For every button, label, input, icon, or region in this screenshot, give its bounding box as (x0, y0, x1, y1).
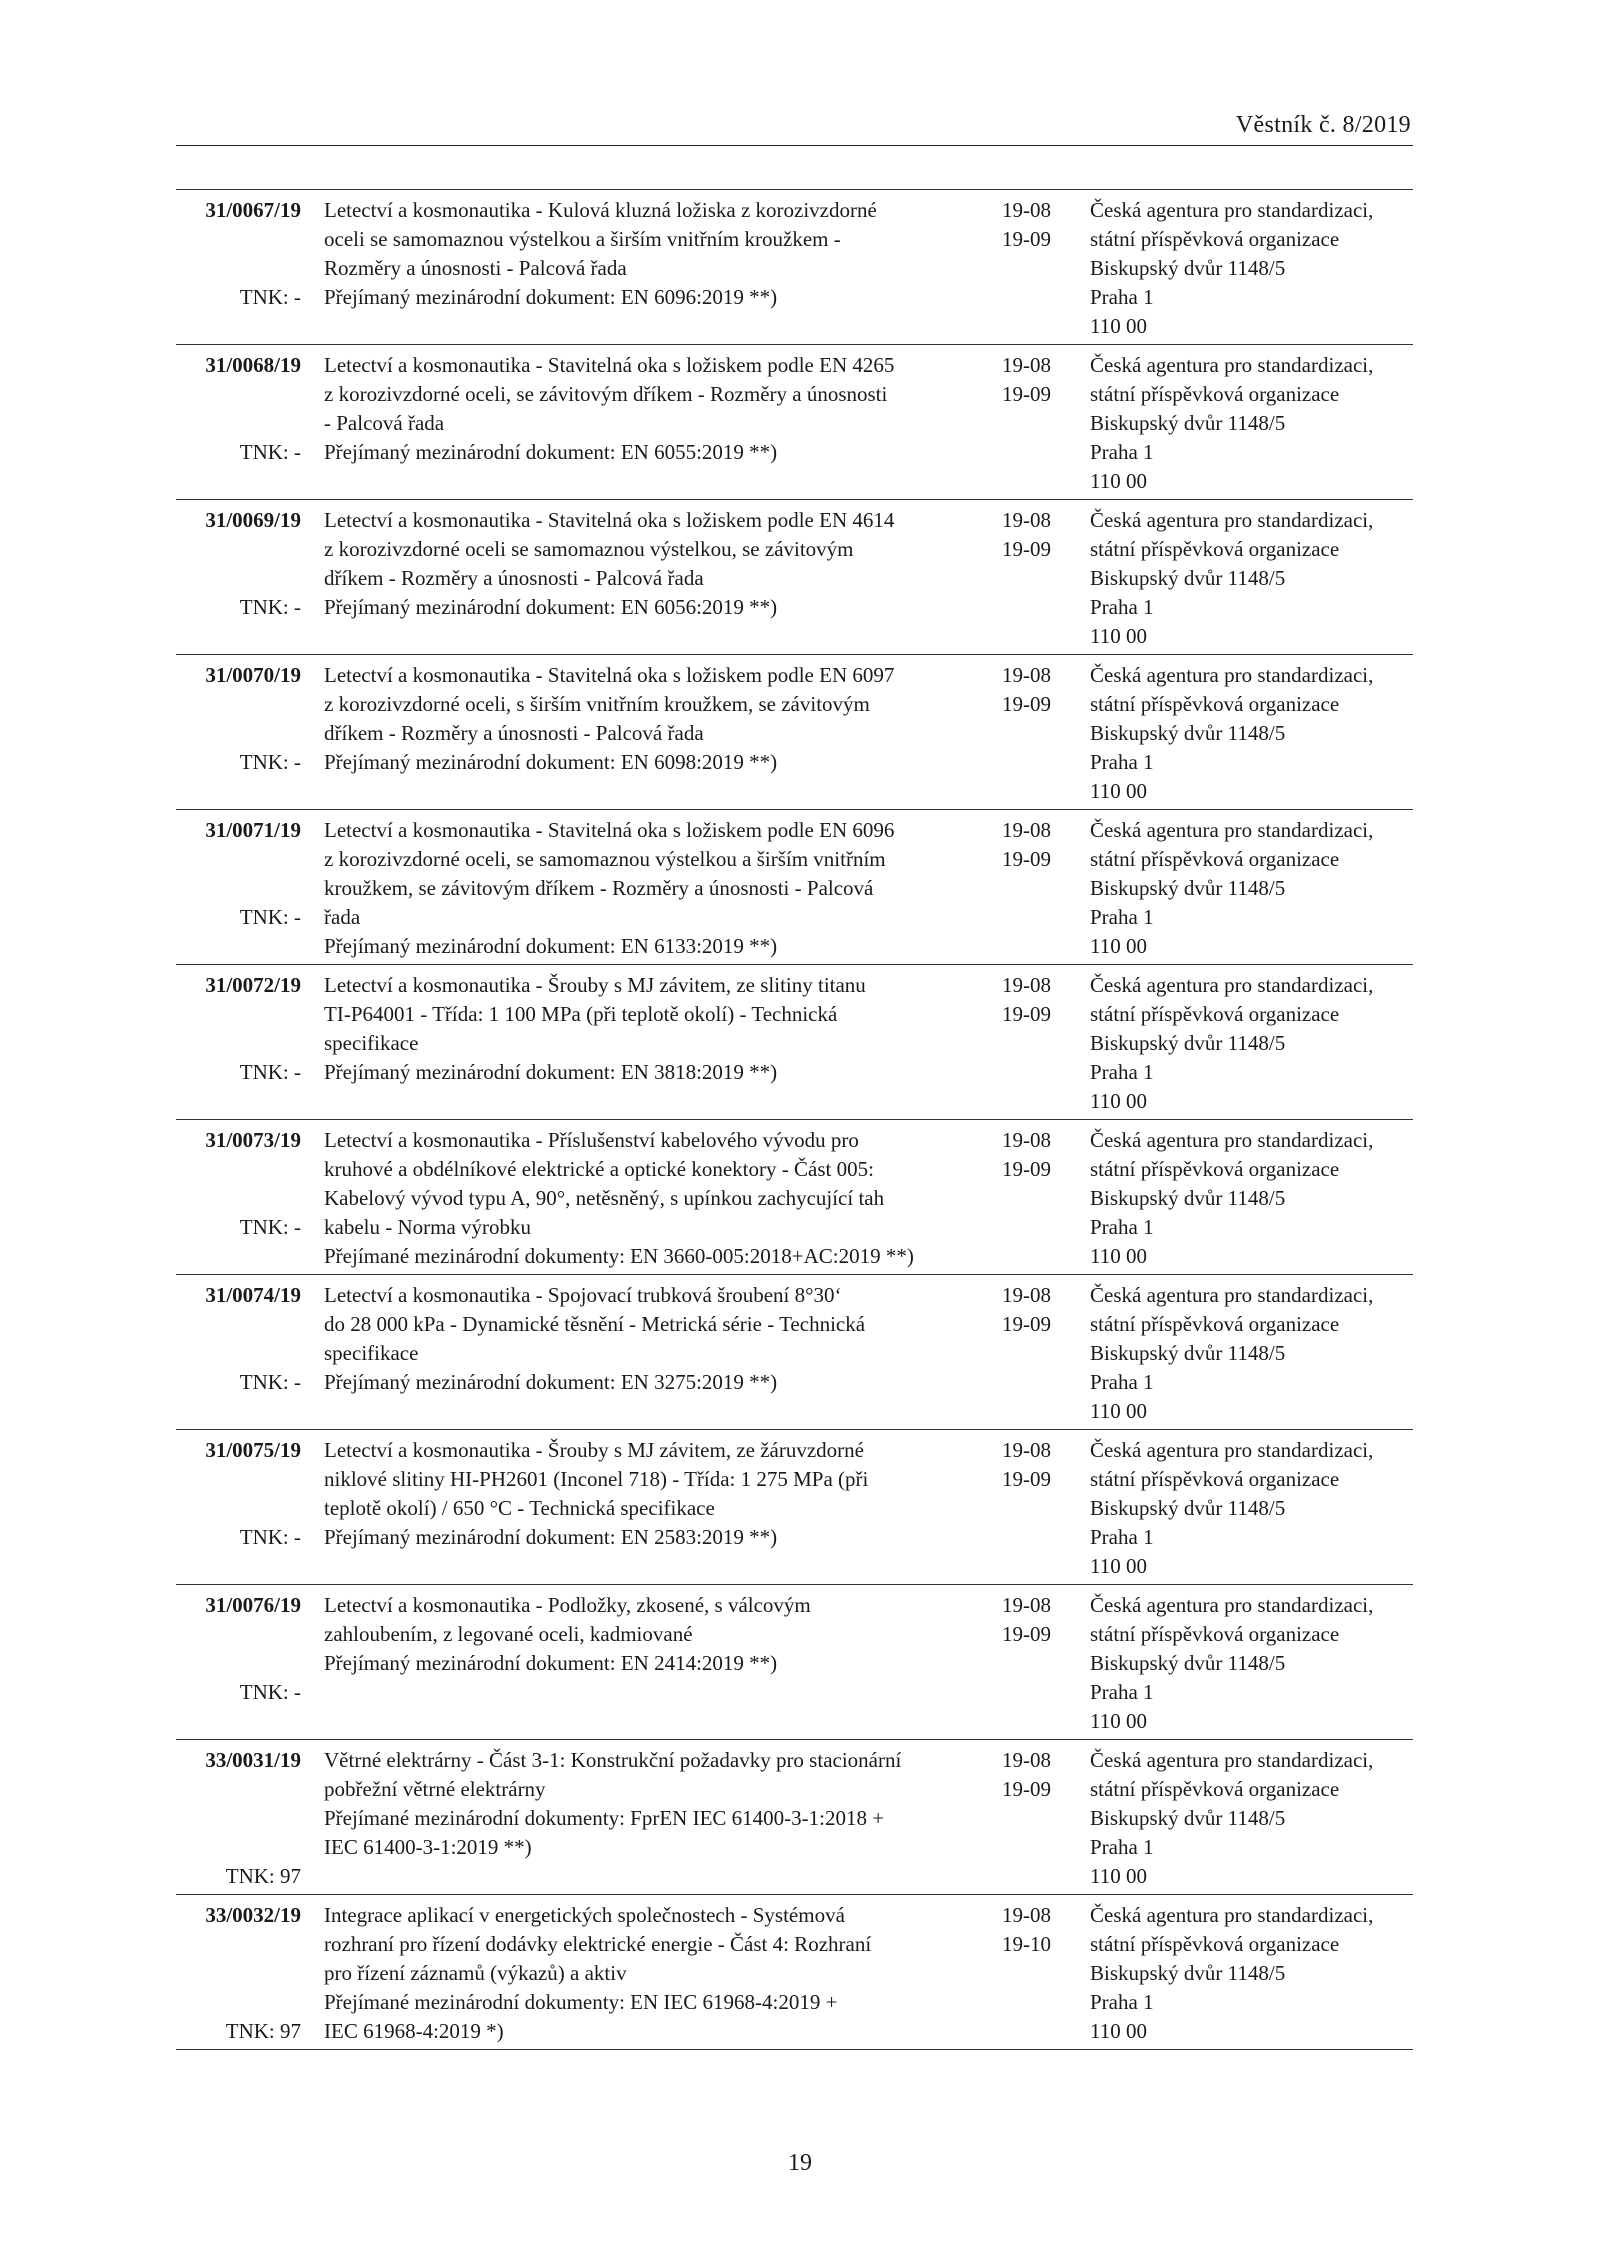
standard-title-line: Letectví a kosmonautika - Stavitelná oka s ložiskem podle EN 4614 (324, 508, 895, 532)
organization-address-line: Biskupský dvůr 1148/5 (1090, 566, 1286, 590)
standard-title-line: IEC 61968-4:2019 *) (324, 2019, 504, 2043)
standard-dates (1002, 971, 1072, 1029)
standard-title (324, 196, 979, 312)
organization-address-line: Biskupský dvůr 1148/5 (1090, 876, 1286, 900)
standard-title-line: z korozivzdorné oceli, se závitovým dříkem - Rozměry a únosnosti (324, 382, 888, 406)
tnk-label: TNK: - (239, 440, 301, 464)
organization-address-line: 110 00 (1090, 1244, 1147, 1268)
standard-code: 33/0032/19 (205, 1903, 301, 1927)
organization-address-line: 110 00 (1090, 314, 1147, 338)
standard-title-line: kroužkem, se závitovým dříkem - Rozměry a únosnosti - Palcová (324, 876, 874, 900)
standard-title-line: Přejímaný mezinárodní dokument: EN 2414:2019 **) (324, 1651, 778, 1675)
standard-entry (176, 655, 1413, 810)
date-code: 19-08 (1002, 508, 1051, 532)
organization-address-line: Praha 1 (1090, 905, 1154, 929)
date-code: 19-09 (1002, 692, 1051, 716)
organization-address-line: Praha 1 (1090, 1835, 1154, 1859)
organization-address (1090, 1281, 1420, 1426)
standard-code: 31/0074/19 (205, 1283, 301, 1307)
page-number: 19 (788, 2150, 812, 2176)
tnk-label: TNK: - (239, 285, 301, 309)
date-code: 19-09 (1002, 382, 1051, 406)
standard-title-line: TI-P64001 - Třída: 1 100 MPa (při teplotě okolí) - Technická (324, 1002, 838, 1026)
date-code: 19-08 (1002, 353, 1051, 377)
standard-title-line: Kabelový vývod typu A, 90°, netěsněný, s upínkou zachycující tah (324, 1186, 885, 1210)
standard-title-line: Přejímaný mezinárodní dokument: EN 3818:2019 **) (324, 1060, 778, 1084)
date-code: 19-09 (1002, 537, 1051, 561)
standard-dates (1002, 1436, 1072, 1494)
standard-title-line: Letectví a kosmonautika - Stavitelná oka s ložiskem podle EN 4265 (324, 353, 895, 377)
organization-address (1090, 351, 1420, 496)
organization-address-line: státní příspěvková organizace (1090, 227, 1340, 251)
standard-title-line: Přejímaný mezinárodní dokument: EN 2583:2019 **) (324, 1525, 778, 1549)
organization-address-line: Biskupský dvůr 1148/5 (1090, 1031, 1286, 1055)
organization-address-line: Česká agentura pro standardizaci, (1090, 1283, 1374, 1307)
standard-code: 31/0075/19 (205, 1438, 301, 1462)
standard-title-line: Přejímaný mezinárodní dokument: EN 6055:2019 **) (324, 440, 778, 464)
organization-address-line: státní příspěvková organizace (1090, 1157, 1340, 1181)
standard-dates (1002, 196, 1072, 254)
standard-title-line: Letectví a kosmonautika - Šrouby s MJ závitem, ze slitiny titanu (324, 973, 866, 997)
organization-address-line: státní příspěvková organizace (1090, 1002, 1340, 1026)
organization-address-line: 110 00 (1090, 1554, 1147, 1578)
standard-title-line: Letectví a kosmonautika - Šrouby s MJ závitem, ze žáruvzdorné (324, 1438, 864, 1462)
standard-code: 31/0076/19 (205, 1593, 301, 1617)
organization-address-line: 110 00 (1090, 1089, 1147, 1113)
organization-address (1090, 661, 1420, 806)
organization-address-line: Praha 1 (1090, 750, 1154, 774)
standard-title-line: Přejímaný mezinárodní dokument: EN 6133:2019 **) (324, 934, 778, 958)
standard-code: 31/0068/19 (205, 353, 301, 377)
organization-address-line: 110 00 (1090, 779, 1147, 803)
organization-address-line: Biskupský dvůr 1148/5 (1090, 1651, 1286, 1675)
standard-title-line: Přejímaný mezinárodní dokument: EN 6056:2019 **) (324, 595, 778, 619)
tnk-label: TNK: - (239, 750, 301, 774)
standard-title-line: Rozměry a únosnosti - Palcová řada (324, 256, 627, 280)
organization-address-line: Česká agentura pro standardizaci, (1090, 973, 1374, 997)
organization-address-line: státní příspěvková organizace (1090, 1312, 1340, 1336)
date-code: 19-08 (1002, 1593, 1051, 1617)
standard-title-line: Integrace aplikací v energetických společnostech - Systémová (324, 1903, 845, 1927)
organization-address-line: Česká agentura pro standardizaci, (1090, 353, 1374, 377)
standard-dates (1002, 816, 1072, 874)
standard-entry (176, 810, 1413, 965)
standard-entry (176, 1275, 1413, 1430)
standard-code: 33/0031/19 (205, 1748, 301, 1772)
organization-address-line: 110 00 (1090, 1864, 1147, 1888)
organization-address-line: 110 00 (1090, 469, 1147, 493)
organization-address (1090, 1591, 1420, 1736)
standard-title-line: Přejímaný mezinárodní dokument: EN 3275:2019 **) (324, 1370, 778, 1394)
organization-address-line: Česká agentura pro standardizaci, (1090, 1438, 1374, 1462)
organization-address-line: 110 00 (1090, 1709, 1147, 1733)
standard-title-line: Letectví a kosmonautika - Kulová kluzná ložiska z korozivzdorné (324, 198, 877, 222)
organization-address-line: Praha 1 (1090, 1370, 1154, 1394)
organization-address-line: 110 00 (1090, 934, 1147, 958)
organization-address-line: Praha 1 (1090, 1990, 1154, 2014)
standard-title-line: z korozivzdorné oceli se samomaznou výstelkou, se závitovým (324, 537, 854, 561)
standard-title-line: kruhové a obdélníkové elektrické a optické konektory - Část 005: (324, 1157, 874, 1181)
organization-address (1090, 506, 1420, 651)
organization-address-line: 110 00 (1090, 1399, 1147, 1423)
standard-dates (1002, 1746, 1072, 1804)
standard-title (324, 1436, 979, 1552)
organization-address-line: Biskupský dvůr 1148/5 (1090, 1806, 1286, 1830)
organization-address-line: Biskupský dvůr 1148/5 (1090, 1341, 1286, 1365)
standard-title-line: pobřežní větrné elektrárny (324, 1777, 546, 1801)
organization-address-line: Česká agentura pro standardizaci, (1090, 1128, 1374, 1152)
standard-title (324, 1901, 979, 2046)
standard-code: 31/0072/19 (205, 973, 301, 997)
organization-address-line: Česká agentura pro standardizaci, (1090, 663, 1374, 687)
date-code: 19-08 (1002, 1748, 1051, 1772)
standard-title (324, 661, 979, 777)
date-code: 19-08 (1002, 1438, 1051, 1462)
standard-entry (176, 500, 1413, 655)
standard-title-line: - Palcová řada (324, 411, 445, 435)
organization-address-line: Biskupský dvůr 1148/5 (1090, 256, 1286, 280)
standard-title-line: teplotě okolí) / 650 °C - Technická specifikace (324, 1496, 715, 1520)
date-code: 19-09 (1002, 847, 1051, 871)
standard-title-line: zahloubením, z legované oceli, kadmiované (324, 1622, 693, 1646)
standard-title (324, 1591, 979, 1678)
standard-title-line: specifikace (324, 1031, 419, 1055)
standard-title-line: Přejímaný mezinárodní dokument: EN 6098:2019 **) (324, 750, 778, 774)
standard-title-line: dříkem - Rozměry a únosnosti - Palcová řada (324, 566, 704, 590)
date-code: 19-08 (1002, 198, 1051, 222)
date-code: 19-08 (1002, 1903, 1051, 1927)
standard-title-line: Přejímaný mezinárodní dokument: EN 6096:2019 **) (324, 285, 778, 309)
standard-entry (176, 1895, 1413, 2050)
organization-address-line: Biskupský dvůr 1148/5 (1090, 1496, 1286, 1520)
journal-header-title: Věstník č. 8/2019 (1235, 112, 1411, 138)
date-code: 19-09 (1002, 1467, 1051, 1491)
tnk-label: TNK: - (239, 1215, 301, 1239)
standard-title-line: do 28 000 kPa - Dynamické těsnění - Metrická série - Technická (324, 1312, 866, 1336)
organization-address (1090, 1746, 1420, 1891)
organization-address-line: státní příspěvková organizace (1090, 692, 1340, 716)
standard-dates (1002, 506, 1072, 564)
standard-title-line: niklové slitiny HI-PH2601 (Inconel 718) - Třída: 1 275 MPa (při (324, 1467, 869, 1491)
organization-address (1090, 1126, 1420, 1271)
organization-address (1090, 1436, 1420, 1581)
standard-title-line: Letectví a kosmonautika - Stavitelná oka s ložiskem podle EN 6096 (324, 818, 895, 842)
standard-dates (1002, 1126, 1072, 1184)
organization-address-line: státní příspěvková organizace (1090, 382, 1340, 406)
organization-address-line: Česká agentura pro standardizaci, (1090, 198, 1374, 222)
standard-entry (176, 965, 1413, 1120)
standard-code: 31/0073/19 (205, 1128, 301, 1152)
tnk-label: TNK: - (239, 1060, 301, 1084)
date-code: 19-09 (1002, 1312, 1051, 1336)
standard-title-line: Letectví a kosmonautika - Podložky, zkosené, s válcovým (324, 1593, 811, 1617)
standard-title-line: Přejímané mezinárodní dokumenty: EN IEC 61968-4:2019 + (324, 1990, 838, 2014)
standards-list (176, 189, 1413, 2050)
standard-title-line: z korozivzdorné oceli, s širším vnitřním kroužkem, se závitovým (324, 692, 870, 716)
tnk-label: TNK: - (239, 1680, 301, 1704)
organization-address-line: státní příspěvková organizace (1090, 537, 1340, 561)
organization-address (1090, 196, 1420, 341)
organization-address-line: 110 00 (1090, 2019, 1147, 2043)
standard-dates (1002, 1591, 1072, 1649)
tnk-label: TNK: - (239, 1525, 301, 1549)
standard-title-line: Větrné elektrárny - Část 3-1: Konstrukční požadavky pro stacionární (324, 1748, 902, 1772)
standard-title (324, 971, 979, 1087)
date-code: 19-08 (1002, 1128, 1051, 1152)
organization-address-line: Praha 1 (1090, 1060, 1154, 1084)
date-code: 19-09 (1002, 1157, 1051, 1181)
standard-code: 31/0067/19 (205, 198, 301, 222)
organization-address-line: Česká agentura pro standardizaci, (1090, 508, 1374, 532)
tnk-label: TNK: - (239, 905, 301, 929)
standard-entry (176, 1585, 1413, 1740)
standard-entry (176, 1120, 1413, 1275)
standard-title (324, 1126, 979, 1271)
organization-address (1090, 1901, 1420, 2046)
date-code: 19-10 (1002, 1932, 1051, 1956)
organization-address-line: státní příspěvková organizace (1090, 847, 1340, 871)
date-code: 19-08 (1002, 973, 1051, 997)
date-code: 19-09 (1002, 1777, 1051, 1801)
organization-address-line: 110 00 (1090, 624, 1147, 648)
standard-code: 31/0069/19 (205, 508, 301, 532)
standard-title-line: specifikace (324, 1341, 419, 1365)
standard-title-line: řada (324, 905, 361, 929)
standard-title-line: rozhraní pro řízení dodávky elektrické energie - Část 4: Rozhraní (324, 1932, 872, 1956)
organization-address-line: Česká agentura pro standardizaci, (1090, 1903, 1374, 1927)
standard-title (324, 1281, 979, 1397)
tnk-label: TNK: - (239, 1370, 301, 1394)
tnk-label: TNK: 97 (225, 2019, 301, 2043)
header-divider (176, 145, 1413, 146)
standard-dates (1002, 1281, 1072, 1339)
organization-address-line: Česká agentura pro standardizaci, (1090, 1748, 1374, 1772)
organization-address-line: Biskupský dvůr 1148/5 (1090, 1961, 1286, 1985)
organization-address (1090, 971, 1420, 1116)
organization-address-line: Praha 1 (1090, 1215, 1154, 1239)
date-code: 19-09 (1002, 1622, 1051, 1646)
organization-address-line: státní příspěvková organizace (1090, 1622, 1340, 1646)
organization-address-line: Biskupský dvůr 1148/5 (1090, 721, 1286, 745)
organization-address-line: Praha 1 (1090, 440, 1154, 464)
standard-title-line: Letectví a kosmonautika - Spojovací trubková šroubení 8°30‘ (324, 1283, 842, 1307)
tnk-label: TNK: - (239, 595, 301, 619)
organization-address-line: Biskupský dvůr 1148/5 (1090, 1186, 1286, 1210)
organization-address (1090, 816, 1420, 961)
organization-address-line: státní příspěvková organizace (1090, 1932, 1340, 1956)
date-code: 19-08 (1002, 818, 1051, 842)
organization-address-line: Praha 1 (1090, 595, 1154, 619)
organization-address-line: Česká agentura pro standardizaci, (1090, 818, 1374, 842)
standard-entry (176, 1740, 1413, 1895)
standard-title-line: Přejímané mezinárodní dokumenty: FprEN IEC 61400-3-1:2018 + (324, 1806, 885, 1830)
date-code: 19-09 (1002, 1002, 1051, 1026)
tnk-label: TNK: 97 (225, 1864, 301, 1888)
standard-title (324, 351, 979, 467)
organization-address-line: státní příspěvková organizace (1090, 1777, 1340, 1801)
standard-code: 31/0070/19 (205, 663, 301, 687)
standard-title-line: Přejímané mezinárodní dokumenty: EN 3660-005:2018+AC:2019 **) (324, 1244, 914, 1268)
standard-entry (176, 1430, 1413, 1585)
standard-title-line: z korozivzdorné oceli, se samomaznou výstelkou a širším vnitřním (324, 847, 886, 871)
standard-title-line: kabelu - Norma výrobku (324, 1215, 532, 1239)
date-code: 19-08 (1002, 663, 1051, 687)
standard-title-line: pro řízení záznamů (výkazů) a aktiv (324, 1961, 627, 1985)
standard-title-line: IEC 61400-3-1:2019 **) (324, 1835, 532, 1859)
organization-address-line: Biskupský dvůr 1148/5 (1090, 411, 1286, 435)
standard-dates (1002, 351, 1072, 409)
standard-title-line: Letectví a kosmonautika - Stavitelná oka s ložiskem podle EN 6097 (324, 663, 895, 687)
standard-code: 31/0071/19 (205, 818, 301, 842)
standard-title (324, 506, 979, 622)
organization-address-line: Česká agentura pro standardizaci, (1090, 1593, 1374, 1617)
organization-address-line: státní příspěvková organizace (1090, 1467, 1340, 1491)
standard-dates (1002, 1901, 1072, 1959)
organization-address-line: Praha 1 (1090, 1525, 1154, 1549)
date-code: 19-09 (1002, 227, 1051, 251)
organization-address-line: Praha 1 (1090, 1680, 1154, 1704)
standard-title (324, 816, 979, 961)
organization-address-line: Praha 1 (1090, 285, 1154, 309)
standard-title-line: dříkem - Rozměry a únosnosti - Palcová řada (324, 721, 704, 745)
date-code: 19-08 (1002, 1283, 1051, 1307)
standard-entry (176, 345, 1413, 500)
standard-title-line: oceli se samomaznou výstelkou a širším vnitřním kroužkem - (324, 227, 841, 251)
standard-title-line: Letectví a kosmonautika - Příslušenství kabelového vývodu pro (324, 1128, 859, 1152)
standard-title (324, 1746, 979, 1862)
standard-entry (176, 189, 1413, 345)
standard-dates (1002, 661, 1072, 719)
